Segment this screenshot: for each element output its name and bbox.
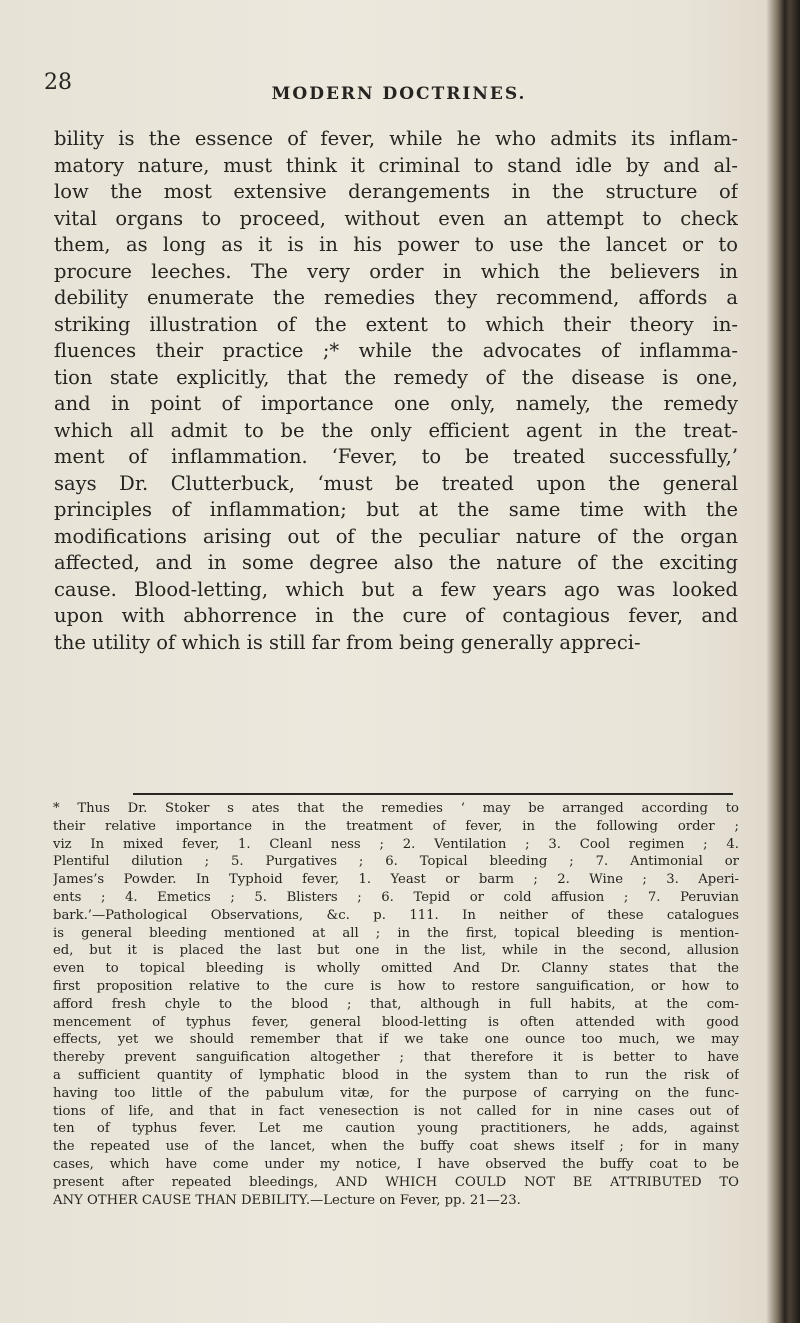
- page-number: 28: [44, 70, 72, 95]
- footnote-line: even to topical bleeding is wholly omitted And Dr. Clanny states that the: [53, 961, 739, 977]
- running-head: MODERN DOCTRINES.: [271, 84, 527, 104]
- body-line: low the most extensive derangements in the structure of: [54, 180, 738, 203]
- footnote-line: the repeated use of the lancet, when the buffy coat shews itself ; for in many: [53, 1139, 739, 1155]
- footnote-line: cases, which have come under my notice, I have observed the buffy coat to be: [53, 1156, 739, 1172]
- footnote-line: mencement of typhus fever, general blood-letting is often attended with good: [53, 1014, 739, 1030]
- footnote-rule: [133, 793, 733, 795]
- footnote-line: ANY OTHER CAUSE THAN DEBILITY.—Lecture on Fever, pp. 21—23.: [53, 1192, 521, 1208]
- footnote-line: tions of life, and that in fact venesection is not called for in nine cases out of: [53, 1103, 739, 1119]
- body-line: vital organs to proceed, without even an attempt to check: [54, 206, 738, 230]
- page-binding-edge: [766, 0, 800, 1323]
- body-line: says Dr. Clutterbuck, ‘must be treated upon the general: [54, 471, 738, 495]
- footnote-line: viz In mixed fever, 1. Cleanl ness ; 2. Ventilation ; 3. Cool regimen ; 4.: [53, 836, 739, 852]
- body-line: cause. Blood-letting, which but a few years ago was looked: [54, 577, 738, 601]
- page-header: [44, 70, 754, 106]
- footnote-line: Plentiful dilution ; 5. Purgatives ; 6. Topical bleeding ; 7. Antimonial or: [53, 854, 739, 870]
- body-line: striking illustration of the extent to which their theory in-: [54, 312, 738, 336]
- footnote-line: first proposition relative to the cure is how to restore sanguification, or how to: [53, 978, 739, 994]
- body-line: the utility of which is still far from being generally appreci-: [54, 630, 641, 654]
- footnote-line: their relative importance in the treatment of fever, in the following order ;: [53, 818, 739, 834]
- footnote-line: thereby prevent sanguification altogether ; that therefore it is better to have: [53, 1050, 739, 1066]
- body-line: ment of inflammation. ‘Fever, to be treated successfully,’: [54, 445, 738, 468]
- body-line: tion state explicitly, that the remedy of the disease is one,: [54, 365, 738, 389]
- body-line: modifications arising out of the peculiar nature of the organ: [54, 524, 738, 548]
- body-line: matory nature, must think it criminal to stand idle by and al-: [54, 153, 738, 177]
- footnote-line: a sufficient quantity of lymphatic blood in the system than to run the risk of: [53, 1067, 739, 1083]
- footnote-line: James’s Powder. In Typhoid fever, 1. Yeast or barm ; 2. Wine ; 3. Aperi-: [53, 872, 739, 888]
- body-line: principles of inflammation; but at the same time with the: [54, 498, 738, 521]
- body-line: debility enumerate the remedies they recommend, affords a: [54, 286, 738, 309]
- footnote-line: ents ; 4. Emetics ; 5. Blisters ; 6. Tepid or cold affusion ; 7. Peruvian: [53, 889, 739, 905]
- footnote: [53, 800, 739, 1209]
- body-line: bility is the essence of fever, while he who admits its inflam-: [54, 127, 738, 150]
- body-line: upon with abhorrence in the cure of contagious fever, and: [54, 604, 738, 627]
- body-line: and in point of importance one only, namely, the remedy: [54, 392, 738, 415]
- body-line: fluences their practice ;* while the advocates of inflamma-: [54, 339, 738, 362]
- body-line: procure leeches. The very order in which the believers in: [54, 259, 738, 283]
- body-line: them, as long as it is in his power to use the lancet or to: [54, 233, 738, 256]
- footnote-line: bark.’—Pathological Observations, &c. p. 111. In neither of these catalogues: [53, 907, 739, 923]
- footnote-line: afford fresh chyle to the blood ; that, although in full habits, at the com-: [53, 996, 739, 1012]
- footnote-line: ed, but it is placed the last but one in the list, while in the second, allusion: [53, 943, 739, 959]
- footnote-line: is general bleeding mentioned at all ; in the first, topical bleeding is mention-: [53, 925, 739, 941]
- footnote-line: effects, yet we should remember that if we take one ounce too much, we may: [53, 1032, 739, 1048]
- footnote-line: * Thus Dr. Stoker s ates that the remedies ‘ may be arranged according to: [53, 801, 739, 816]
- body-line: which all admit to be the only efficient agent in the treat-: [54, 418, 738, 442]
- footnote-line: present after repeated bleedings, AND WHICH COULD NOT BE ATTRIBUTED TO: [53, 1174, 739, 1190]
- footnote-line: having too little of the pabulum vitæ, for the purpose of carrying on the func-: [53, 1085, 739, 1101]
- body-text: [54, 126, 738, 656]
- body-line: affected, and in some degree also the nature of the exciting: [54, 551, 738, 574]
- footnote-line: ten of typhus fever. Let me caution young practitioners, he adds, against: [53, 1121, 739, 1137]
